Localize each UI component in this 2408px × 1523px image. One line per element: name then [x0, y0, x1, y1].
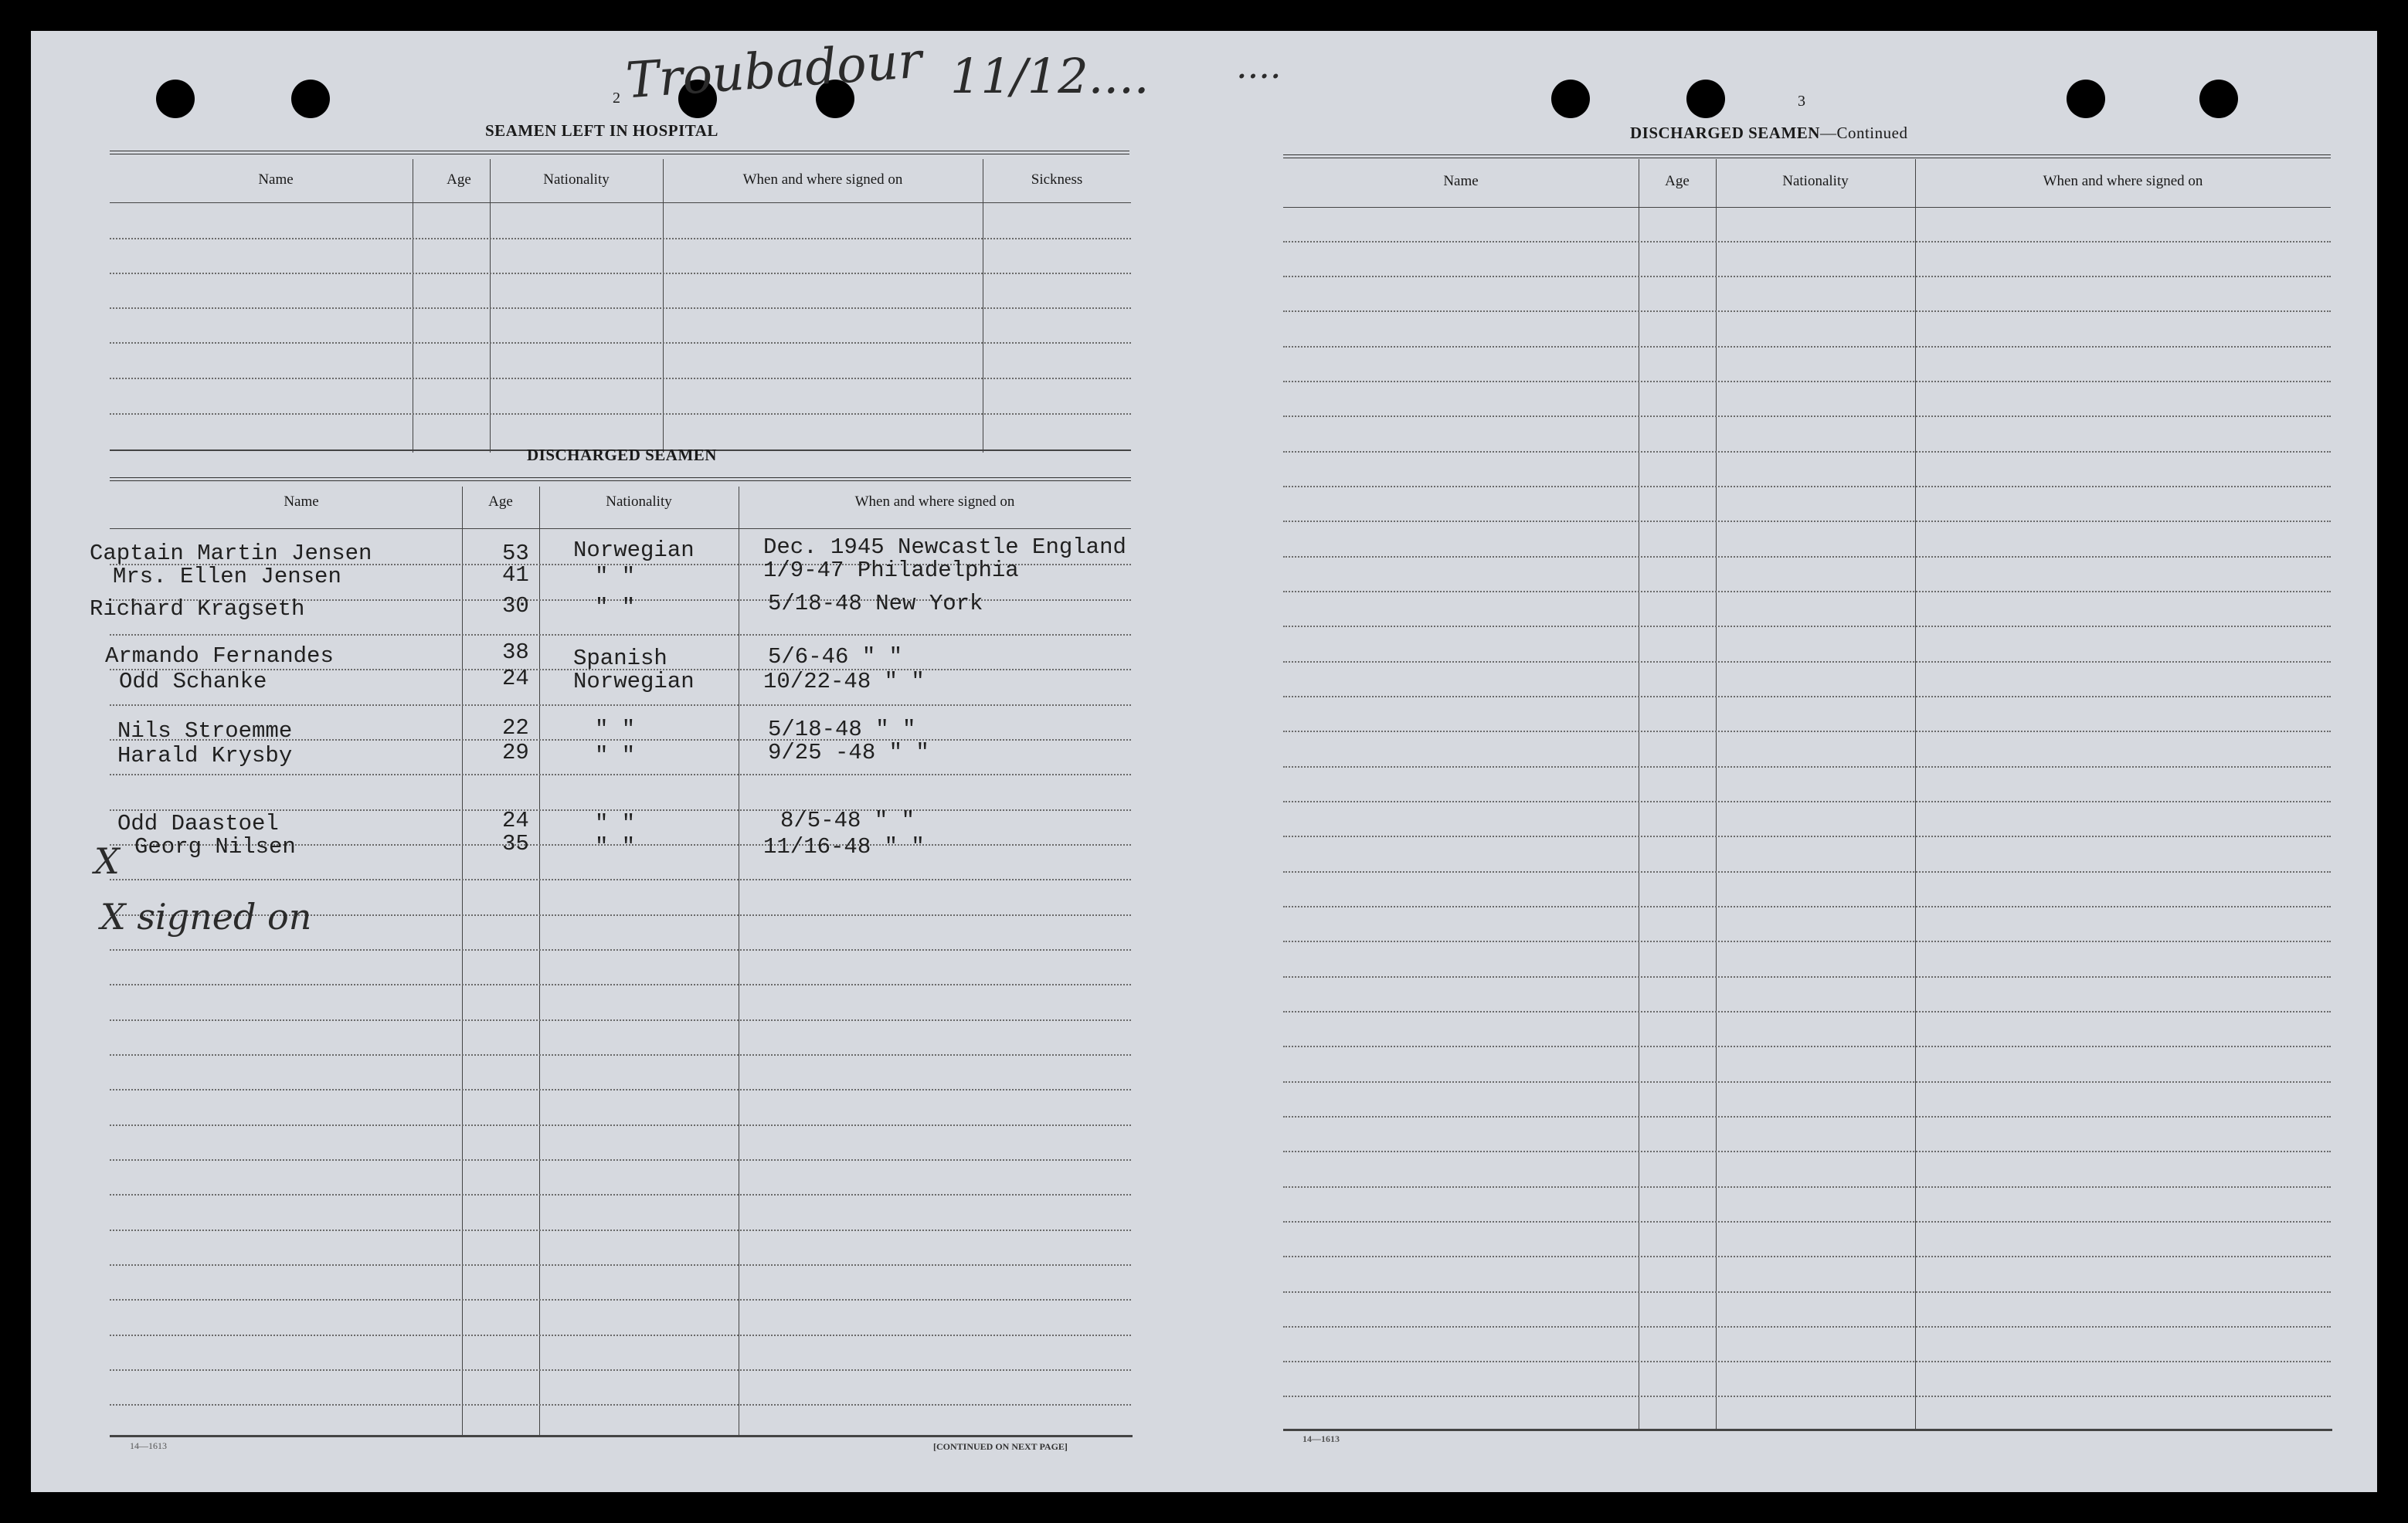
hospital-header-rule	[110, 202, 1131, 203]
right-col-name: Name	[1443, 173, 1479, 189]
row-line	[1283, 1396, 2331, 1397]
seaman-nationality: " "	[595, 811, 636, 836]
punch-hole	[291, 80, 330, 118]
row-line	[110, 704, 1131, 706]
seaman-nationality: " "	[595, 595, 636, 620]
seaman-name: Captain Martin Jensen	[90, 541, 372, 566]
seaman-signed-on: 8/5-48 " "	[780, 808, 915, 833]
row-line	[1283, 871, 2331, 873]
punch-hole	[1551, 80, 1590, 118]
document-sheet	[31, 31, 2377, 1492]
row-line	[1283, 1081, 2331, 1083]
row-line	[1283, 310, 2331, 312]
column-divider	[539, 487, 540, 1435]
discharged-bottom-rule	[110, 1435, 1133, 1437]
seaman-nationality: Spanish	[573, 646, 667, 671]
row-line	[1283, 836, 2331, 837]
hospital-col-sickness: Sickness	[1031, 171, 1083, 188]
seaman-name: Harald Krysby	[117, 743, 293, 768]
hospital-section-title: SEAMEN LEFT IN HOSPITAL	[485, 121, 718, 140]
row-line	[110, 1404, 1131, 1406]
seaman-name: Georg Nilsen	[134, 834, 296, 860]
seaman-nationality: " "	[595, 717, 636, 742]
seaman-age: 38	[502, 639, 529, 665]
row-line	[1283, 1186, 2331, 1188]
hospital-col-age: Age	[447, 171, 471, 188]
row-line	[1283, 1326, 2331, 1328]
seaman-signed-on: 9/25 -48 " "	[768, 740, 929, 765]
row-line	[1283, 1011, 2331, 1013]
row-line	[110, 1089, 1131, 1091]
row-line	[110, 1019, 1131, 1021]
row-line	[1283, 521, 2331, 522]
row-line	[1283, 976, 2331, 978]
row-line	[110, 1335, 1131, 1336]
x-mark-handwritten: X	[94, 840, 120, 882]
row-line	[1283, 486, 2331, 487]
row-line	[1283, 241, 2331, 243]
row-line	[1283, 416, 2331, 417]
row-line	[1283, 276, 2331, 277]
punch-hole	[156, 80, 195, 118]
row-line	[1283, 1151, 2331, 1152]
seaman-age: 30	[502, 593, 529, 619]
seaman-age: 35	[502, 831, 529, 856]
column-divider	[1716, 159, 1717, 1430]
seaman-signed-on: 5/18-48 " "	[768, 717, 916, 742]
right-section-title	[1630, 124, 1907, 143]
row-line	[1283, 1046, 2331, 1047]
discharged-col-nationality: Nationality	[606, 494, 672, 510]
row-line	[1283, 661, 2331, 663]
seaman-name: Armando Fernandes	[105, 643, 334, 669]
row-line	[1283, 696, 2331, 697]
seaman-name: Mrs. Ellen Jensen	[113, 564, 341, 589]
right-col-nationality: Nationality	[1782, 173, 1849, 189]
hospital-col-signed-on: When and where signed on	[742, 171, 903, 188]
row-line	[110, 1299, 1131, 1301]
form-number-right: 14—1613	[1302, 1433, 1340, 1444]
row-line	[110, 1159, 1131, 1161]
row-line	[1283, 1256, 2331, 1257]
row-line	[110, 273, 1131, 274]
column-divider	[490, 159, 491, 453]
right-title-main: DISCHARGED SEAMEN	[1630, 124, 1820, 142]
column-divider	[1915, 159, 1916, 1430]
row-line	[110, 1230, 1131, 1231]
signed-on-note-handwritten: X signed on	[100, 896, 312, 938]
row-line	[1283, 1361, 2331, 1362]
row-line	[1283, 1116, 2331, 1118]
discharged-title-rule	[110, 477, 1131, 481]
row-line	[110, 1369, 1131, 1371]
row-line	[110, 1124, 1131, 1126]
seaman-name: Odd Daastoel	[117, 811, 279, 836]
seaman-signed-on: 10/22-48 " "	[763, 669, 925, 694]
page-number-right: 3	[1798, 93, 1805, 110]
row-line	[1283, 626, 2331, 627]
seaman-age: 29	[502, 740, 529, 765]
row-line	[1283, 556, 2331, 558]
row-line	[110, 774, 1131, 775]
discharged-col-signed-on: When and where signed on	[854, 494, 1015, 510]
row-line	[1283, 1221, 2331, 1223]
row-line	[1283, 451, 2331, 453]
right-col-age: Age	[1665, 173, 1690, 189]
seaman-age: 24	[502, 808, 529, 833]
row-line	[110, 634, 1131, 636]
seaman-nationality: " "	[595, 834, 636, 860]
row-line	[110, 1194, 1131, 1196]
seaman-nationality: Norwegian	[573, 669, 695, 694]
seaman-age: 24	[502, 666, 529, 691]
seaman-nationality: " "	[595, 564, 636, 589]
punch-hole	[2199, 80, 2238, 118]
column-divider	[462, 487, 463, 1435]
page-number-left: 2	[613, 90, 620, 107]
punch-hole	[1686, 80, 1725, 118]
continued-footer: [CONTINUED ON NEXT PAGE]	[933, 1441, 1068, 1452]
row-line	[1283, 766, 2331, 768]
hospital-col-nationality: Nationality	[543, 171, 610, 188]
form-number-left: 14—1613	[130, 1440, 167, 1451]
date-handwritten: 11/12....	[950, 48, 1150, 104]
hospital-col-name: Name	[258, 171, 294, 188]
row-line	[110, 342, 1131, 344]
row-line	[1283, 591, 2331, 592]
seaman-age: 41	[502, 562, 529, 588]
vessel-name-handwritten: Troubadour	[623, 32, 924, 110]
row-line	[110, 984, 1131, 985]
row-line	[110, 879, 1131, 880]
right-title-suffix: —Continued	[1819, 124, 1908, 142]
seaman-signed-on: 5/18-48 New York	[768, 591, 983, 616]
row-line	[110, 238, 1131, 239]
seaman-nationality: " "	[595, 743, 636, 768]
right-col-signed-on: When and where signed on	[2043, 173, 2203, 189]
seaman-age: 53	[502, 541, 529, 566]
row-line	[110, 307, 1131, 309]
seaman-name: Nils Stroemme	[117, 718, 293, 744]
seaman-name: Richard Kragseth	[90, 596, 305, 622]
row-line	[1283, 906, 2331, 907]
right-header-rule	[1283, 207, 2331, 208]
seaman-name: Odd Schanke	[119, 669, 267, 694]
row-line	[110, 413, 1131, 415]
discharged-header-rule	[110, 528, 1131, 529]
seaman-age: 22	[502, 715, 529, 741]
discharged-section-title: DISCHARGED SEAMEN	[527, 446, 717, 464]
seaman-signed-on: 5/6-46 " "	[768, 644, 903, 670]
trailing-dots: ....	[1236, 45, 1282, 86]
right-title-rule	[1283, 154, 2331, 158]
row-line	[1283, 801, 2331, 802]
row-line	[1283, 1291, 2331, 1293]
row-line	[1283, 346, 2331, 348]
row-line	[1283, 381, 2331, 382]
column-divider	[663, 159, 664, 453]
row-line	[110, 949, 1131, 951]
seaman-signed-on: Dec. 1945 Newcastle England	[763, 534, 1126, 560]
hospital-title-rule	[110, 151, 1129, 154]
seaman-nationality: Norwegian	[573, 538, 695, 563]
row-line	[1283, 941, 2331, 942]
row-line	[1283, 731, 2331, 732]
punch-hole	[2067, 80, 2105, 118]
discharged-col-age: Age	[488, 494, 513, 510]
row-line	[110, 1264, 1131, 1266]
discharged-col-name: Name	[284, 494, 319, 510]
right-bottom-rule	[1283, 1429, 2332, 1431]
seaman-signed-on: 11/16-48 " "	[763, 834, 925, 860]
seaman-signed-on: 1/9-47 Philadelphia	[763, 558, 1019, 583]
row-line	[110, 1054, 1131, 1056]
row-line	[110, 378, 1131, 379]
